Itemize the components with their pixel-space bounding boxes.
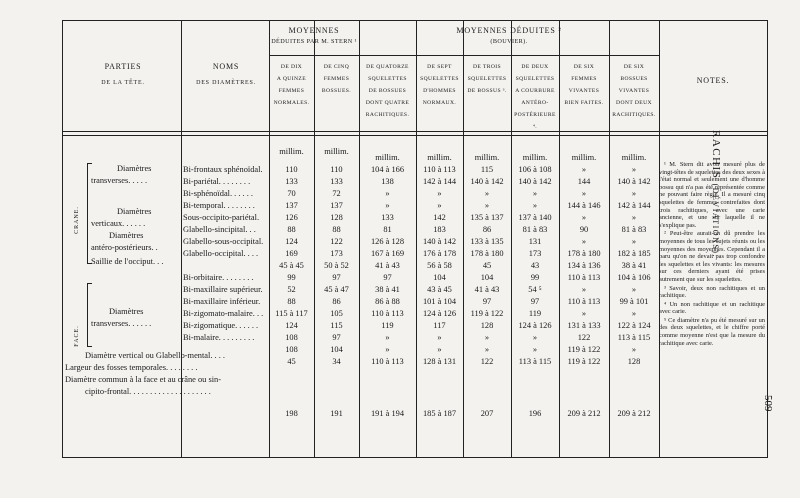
table-cell: 207 [480, 409, 494, 418]
diameter-name: Bi-pariétal. . . . . . . . [183, 177, 251, 186]
table-cell: » [581, 165, 587, 174]
table-cell: 43 [530, 261, 540, 270]
table-cell: 117 [433, 321, 446, 330]
table-cell: » [385, 333, 390, 342]
table-cell: 97 [482, 297, 492, 306]
diameter-name: Bi-malaire. . . . . . . . . [183, 333, 255, 342]
table-cell: 110 à 113 [567, 273, 601, 282]
unit-label: millim. [279, 147, 304, 156]
group-label: Saillie de l'occiput. . . [91, 257, 164, 266]
table-cell: 124 [285, 321, 298, 330]
table-cell: 56 à 58 [427, 261, 452, 270]
table-cell: 144 [577, 177, 591, 186]
table-cell: 45 [287, 357, 296, 366]
table-cell: 72 [332, 189, 341, 198]
table-cell: 144 à 146 [567, 201, 601, 210]
column-header-line: VIVANTES [568, 88, 600, 94]
table-cell: 122 [480, 357, 494, 366]
column-header-line: BIEN FAITES. [564, 100, 604, 106]
table-cell: 113 à 115 [617, 333, 651, 342]
diameter-name: Bi-temporal. . . . . . . . [183, 201, 255, 210]
column-header-line: DE SIX [623, 64, 645, 70]
group-label: Diamètres [109, 231, 144, 240]
header-group-bouvier: MOYENNES DÉDUITES ² (BOUVIER). [456, 26, 562, 45]
table-cell: 198 [285, 409, 298, 418]
column-header-line: SQUELETTES [420, 76, 459, 82]
table-cell: » [437, 189, 442, 198]
table-cell: 86 [332, 297, 341, 306]
header-notes: NOTES. [696, 76, 730, 85]
table-cell: » [581, 213, 587, 222]
table-cell: 119 à 122 [567, 357, 601, 366]
table-cell: 185 à 187 [422, 409, 457, 418]
table-cell: » [631, 345, 637, 354]
table-cell: » [385, 345, 390, 354]
column-header-line: DE SEPT [427, 64, 452, 70]
column-header [512, 61, 558, 133]
table-cell: » [631, 285, 637, 294]
table-cell: 115 à 117 [275, 309, 308, 318]
table-cell: 86 [482, 225, 492, 234]
table-cell: 45 à 47 [324, 285, 349, 294]
column-header-line: RACHITIQUES. [365, 112, 410, 118]
column-header-line: DONT QUATRE [365, 100, 410, 106]
running-head-title: RACHIS [710, 130, 722, 180]
table-cell: 137 à 140 [518, 213, 552, 222]
header-group-stern: MOYENNES DÉDUITES PAR M. STERN ¹ [271, 26, 357, 45]
table-cell: 169 [285, 249, 298, 258]
table-cell: 135 à 137 [470, 213, 504, 222]
table-cell: 140 à 142 [470, 177, 504, 186]
table-cell: » [581, 285, 587, 294]
table-cell: 178 à 180 [470, 249, 504, 258]
table-cell: 115 [480, 165, 494, 174]
unit-label: millim. [324, 147, 349, 156]
table-cell: 110 à 113 [371, 357, 404, 366]
diameter-name: Bi-maxillaire inférieur. [183, 297, 261, 306]
column-header-line: NORMALES. [273, 100, 310, 106]
table-cell: 99 à 101 [619, 297, 649, 306]
diameter-name: Glabello-sous-occipital. [183, 237, 264, 246]
table-cell: » [437, 345, 442, 354]
table-cell: 110 à 113 [423, 165, 456, 174]
column-header-line: DE BOSSUS ³. [467, 88, 507, 94]
table-cell: 99 [530, 273, 540, 282]
table-cell: 45 à 45 [279, 261, 304, 270]
diameter-name: Bi-frontaux sphénoïdal. [183, 165, 263, 174]
column-header [560, 61, 608, 109]
column-header-line: ANTÉRO- [521, 100, 549, 106]
table-cell: 90 [579, 225, 589, 234]
table-cell: 133 [330, 177, 343, 186]
table-cell: 50 à 52 [324, 261, 349, 270]
table-cell: 97 [332, 333, 341, 342]
table-cell: » [631, 237, 637, 246]
diameter-name: Bi-zigomatique. . . . . . [183, 321, 259, 330]
table-cell: » [532, 201, 538, 210]
table-cell: » [532, 189, 538, 198]
table-cell: » [437, 201, 442, 210]
table-cell: 173 [528, 249, 542, 258]
column-header-line: DONT DEUX [616, 100, 652, 106]
group-rule [269, 55, 359, 56]
column-header-line: A QUINZE [276, 76, 307, 82]
table-cell: » [532, 333, 538, 342]
table-cell: 133 à 135 [470, 237, 504, 246]
table-cell: 38 à 41 [621, 261, 647, 270]
table-cell: 104 à 106 [617, 273, 651, 282]
column-header-line: DE BOSSUES [368, 88, 407, 94]
group-label: Diamètres [109, 307, 144, 316]
table-cell: 104 [433, 273, 446, 282]
table-cell: 124 à 126 [422, 309, 457, 318]
table-cell: 209 à 212 [567, 409, 601, 418]
column-header-line: FEMMES [323, 76, 350, 82]
unit-label: millim. [621, 153, 647, 162]
column-header-line: A COURBURE [515, 88, 555, 94]
column-header [464, 61, 510, 97]
unit-label: millim. [375, 153, 400, 162]
table-cell: 142 [433, 213, 446, 222]
table-cell: 97 [530, 297, 540, 306]
table-cell: 137 [285, 201, 298, 210]
table-cell: 142 à 144 [617, 201, 651, 210]
diameter-name: Bi-maxillaire supérieur. [183, 285, 263, 294]
table-cell: 128 [330, 213, 343, 222]
group-label: verticaux. . . . . . [91, 219, 146, 228]
footnote: ² Peut-être aurait-on dû prendre les moyennes de tous les sujets réunis ou les moyennes des moyennes. Cependant il a paru qu'on ne devait pas trop confondre les squelettes et les vivants: les mesures sur ces derniers ayant été prises autrement que sur les squelettes. [659, 230, 765, 283]
column-header-line: FEMMES [278, 88, 305, 94]
table-cell: 191 [330, 409, 343, 418]
column-header-line: DE SIX [573, 64, 595, 70]
unit-label: millim. [571, 153, 597, 162]
running-head [702, 130, 722, 280]
table-cell: 131 à 133 [567, 321, 601, 330]
table-cell: 131 [528, 237, 542, 246]
group-rule [359, 55, 659, 56]
table-cell: 34 [332, 357, 341, 366]
column-header-line: FEMMES [571, 76, 597, 82]
group-label: transverses. . . . . . [91, 319, 152, 328]
unit-label: millim. [522, 153, 548, 162]
group-label: Diamètre commun à la face et au crâne ou sin- [65, 375, 222, 384]
table-cell: 191 à 194 [370, 409, 405, 418]
table-cell: 133 [381, 213, 394, 222]
group-label: Diamètres [117, 207, 152, 216]
table-cell: 97 [332, 273, 341, 282]
table-cell: 122 [330, 237, 343, 246]
part-face: FACE. [74, 325, 80, 347]
group-label: Diamètre vertical ou Glabello-mental. . . . [85, 351, 225, 360]
column-header-line: NORMAUX. [422, 100, 457, 106]
column-header-line: BOSSUES. [321, 88, 352, 94]
table-cell: » [631, 165, 637, 174]
table-cell: 196 [528, 409, 542, 418]
table-cell: » [484, 333, 490, 342]
table-cell: 142 à 144 [422, 177, 457, 186]
column-header-line: DE CINQ [323, 64, 350, 70]
table-cell: » [437, 333, 442, 342]
column-header-line: POSTÉRIEURE ⁴. [514, 112, 556, 130]
table-cell: 133 [285, 177, 298, 186]
table-cell: 167 à 169 [370, 249, 405, 258]
table-cell: » [581, 189, 587, 198]
column-header [270, 61, 313, 109]
table-cell: 113 à 115 [518, 357, 552, 366]
column-header-line: DE QUATORZE [366, 64, 409, 70]
table-cell: » [385, 201, 390, 210]
group-label: antéro-postérieurs. . [91, 243, 158, 252]
table-cell: » [631, 213, 637, 222]
table-cell: 176 à 178 [422, 249, 457, 258]
running-head-subtitle: (DÉVIATIONS). [711, 183, 720, 258]
table-cell: 128 [480, 321, 494, 330]
unit-label: millim. [474, 153, 500, 162]
table-cell: 128 à 131 [422, 357, 457, 366]
table-cell: 140 à 142 [518, 177, 552, 186]
column-header-line: DE DEUX [521, 64, 549, 70]
table-cell: 110 à 113 [371, 309, 404, 318]
table-cell: 106 à 108 [518, 165, 552, 174]
table-cell: 110 [285, 165, 298, 174]
table-cell: 54 ⁵ [528, 285, 542, 294]
table-cell: 88 [287, 297, 296, 306]
column-header-line: RACHITIQUES. [612, 112, 656, 118]
column-header [610, 61, 658, 121]
table-cell: 119 à 122 [470, 309, 504, 318]
header-rule-double [63, 135, 767, 136]
table-cell: 52 [287, 285, 296, 294]
table-cell: 41 à 43 [474, 285, 500, 294]
table-cell: 124 [285, 237, 298, 246]
column-header [360, 61, 415, 121]
table-cell: 119 [381, 321, 394, 330]
table-cell: 124 à 126 [518, 321, 552, 330]
table-cell: » [385, 189, 390, 198]
page-number: 509 [762, 395, 774, 412]
table-cell: 119 à 122 [567, 345, 601, 354]
column-header-line: SQUELETTES [515, 76, 555, 82]
table-cell: 183 [433, 225, 446, 234]
part-crane: CRANE. [74, 206, 80, 234]
table-frame [62, 20, 768, 458]
table-cell: 137 [330, 201, 343, 210]
table-cell: 182 à 185 [617, 249, 651, 258]
group-label: Largeur des fosses temporales. . . . . . . . [65, 363, 198, 372]
table-cell: 104 à 166 [370, 165, 405, 174]
table-cell: 115 [330, 321, 343, 330]
table-cell: 88 [287, 225, 296, 234]
header-parties: PARTIES DE LA TÊTE. [101, 62, 145, 86]
table-cell: 122 à 124 [617, 321, 651, 330]
table-cell: 110 à 113 [567, 297, 601, 306]
column-header-line: BOSSUES [620, 76, 648, 82]
column-header-line: SQUELETTES [368, 76, 407, 82]
table-cell: 81 [383, 225, 392, 234]
table-cell: » [581, 237, 587, 246]
diameter-name: Bi-orbitaire. . . . . . . . [183, 273, 254, 282]
table-cell: 81 à 83 [621, 225, 647, 234]
column-header-line: VIVANTES [618, 88, 650, 94]
table-cell: 99 [287, 273, 296, 282]
table-cell: 81 à 83 [522, 225, 548, 234]
table-cell: 126 [285, 213, 298, 222]
table-cell: » [581, 309, 587, 318]
group-label: cipito-frontal. . . . . . . . . . . . . . . . . . . . [85, 387, 211, 396]
group-label: Diamètres [117, 164, 152, 173]
table-cell: 38 à 41 [375, 285, 400, 294]
column-header [417, 61, 462, 109]
diameter-name: Glabello-occipital. . . . [183, 249, 259, 258]
table-cell: 41 à 43 [375, 261, 400, 270]
footnote: ¹ M. Stern dit avoir mesuré plus de vingt-têtes de squelettes des deux sexes à l'état normal et seulement une d'homme bossu qui n'a pas été représentée comme ne pouvant faire règle. Il a mesuré cinq squelettes de femmes contrefaites dont trois rachitiques, avec une carie ancienne, et une sur laquelle il ne s'explique pas. [659, 161, 765, 229]
table-cell: 104 [480, 273, 494, 282]
table-cell: 105 [330, 309, 343, 318]
table-cell: 104 [330, 345, 343, 354]
table-cell: 70 [287, 189, 296, 198]
table-cell: 86 à 88 [375, 297, 400, 306]
table-cell: 140 à 142 [617, 177, 651, 186]
footnote: ⁵ Ce diamètre n'a pu été mesuré sur un des deux squelettes, et le chiffre porté comme moyenne n'est que la mesure du rachitique avec carie. [659, 316, 765, 347]
table-cell: 101 à 104 [422, 297, 457, 306]
table-cell: 43 à 45 [427, 285, 452, 294]
column-header-line: D'HOMMES [423, 88, 456, 94]
table-cell: 108 [285, 345, 298, 354]
column-header-line: DE DIX [280, 64, 303, 70]
table-cell: 88 [332, 225, 341, 234]
table-cell: 134 à 136 [567, 261, 601, 270]
table-cell: » [631, 189, 637, 198]
table-cell: 45 [482, 261, 492, 270]
diameter-name: Bi-sphénoïdal. . . . . . [183, 189, 254, 198]
table-cell: 108 [285, 333, 298, 342]
unit-label: millim. [427, 153, 452, 162]
column-header [315, 61, 358, 97]
table-cell: 140 à 142 [422, 237, 457, 246]
table-cell: 209 à 212 [617, 409, 651, 418]
column-header-line: SQUELETTES [467, 76, 507, 82]
table-cell: 97 [383, 273, 392, 282]
table-cell: 122 [577, 333, 591, 342]
table-cell: » [484, 345, 490, 354]
diameter-name: Bi-zigomato-malaire. . . [183, 309, 264, 318]
header-rule [63, 131, 767, 132]
footnote: ³ Savoir, deux non rachitiques et un rachitique. [659, 284, 765, 300]
footnote: ⁴ Un non rachitique et un rachitique avec carie. [659, 300, 765, 316]
diameter-name: Sous-occipito-pariétal. [183, 213, 260, 222]
brace-face [87, 283, 88, 347]
column-header-line: DE TROIS [472, 64, 502, 70]
table-cell: 110 [330, 165, 343, 174]
table-cell: 178 à 180 [567, 249, 601, 258]
group-label: transverses. . . . . [91, 176, 148, 185]
table-cell: 173 [330, 249, 343, 258]
diameter-name: Glabello-sincipital. . . [183, 225, 256, 234]
table-cell: 138 [381, 177, 394, 186]
brace-crane [87, 163, 88, 264]
table-cell: 119 [528, 309, 542, 318]
table-cell: 128 [627, 357, 641, 366]
table-cell: » [484, 201, 490, 210]
table-cell: » [484, 189, 490, 198]
table-cell: 126 à 128 [370, 237, 405, 246]
table-cell: » [631, 309, 637, 318]
table-cell: » [532, 345, 538, 354]
header-noms: NOMS DES DIAMÈTRES. [196, 62, 256, 86]
